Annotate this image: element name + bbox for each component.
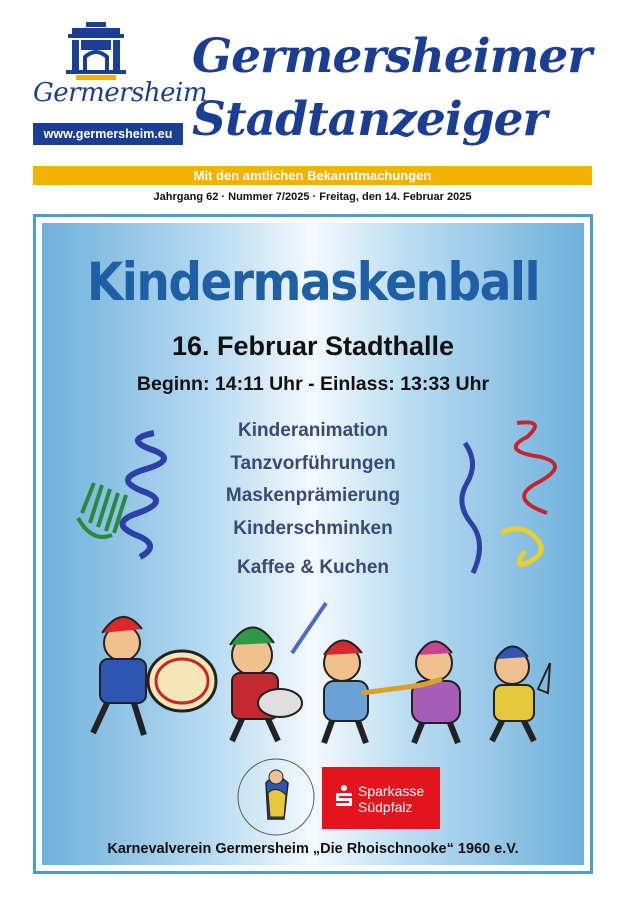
sponsor-name-line1: Sparkasse [358, 783, 425, 799]
sponsor-name [358, 783, 424, 815]
tagline-bar: Mit den amtlichen Bekanntmachungen [33, 166, 592, 185]
poster-background [42, 223, 584, 865]
sponsor-logo [322, 767, 440, 829]
issue-info: Jahrgang 62 · Nummer 7/2025 · Freitag, den 14. Februar 2025 [153, 191, 472, 203]
event-poster [33, 214, 593, 874]
newspaper-title-line1: Germersheimer [192, 29, 591, 84]
logo-script-text: Germersheim [33, 78, 207, 108]
program-item: Maskenprämierung [225, 485, 401, 506]
streamer-left-icon [72, 423, 182, 573]
streamer-right-icon [457, 413, 567, 593]
event-date-venue: 16. Februar Stadthalle [171, 331, 455, 361]
sponsor-name-line2: Südpfalz [358, 799, 413, 815]
band-illustration [62, 593, 552, 753]
city-gate-logo-icon [66, 20, 126, 80]
program-item: Kinderanimation [238, 420, 388, 441]
program-extra: Kaffee & Kuchen [236, 557, 390, 578]
club-seal-icon [232, 753, 320, 841]
website-link[interactable]: www.germersheim.eu [33, 123, 183, 145]
newspaper-title-line2: Stadtanzeiger [192, 92, 547, 147]
event-times: Beginn: 14:11 Uhr - Einlass: 13:33 Uhr [136, 373, 490, 395]
poster-footer: Karnevalverein Germersheim „Die Rhoischnooke“ 1960 e.V. [107, 841, 519, 857]
program-item: Kinderschminken [233, 517, 393, 539]
poster-headline: Kindermaskenball [86, 251, 540, 314]
city-logo [33, 20, 207, 152]
sparkasse-s-icon [334, 785, 354, 807]
program-item: Tanzvorführungen [230, 452, 396, 474]
